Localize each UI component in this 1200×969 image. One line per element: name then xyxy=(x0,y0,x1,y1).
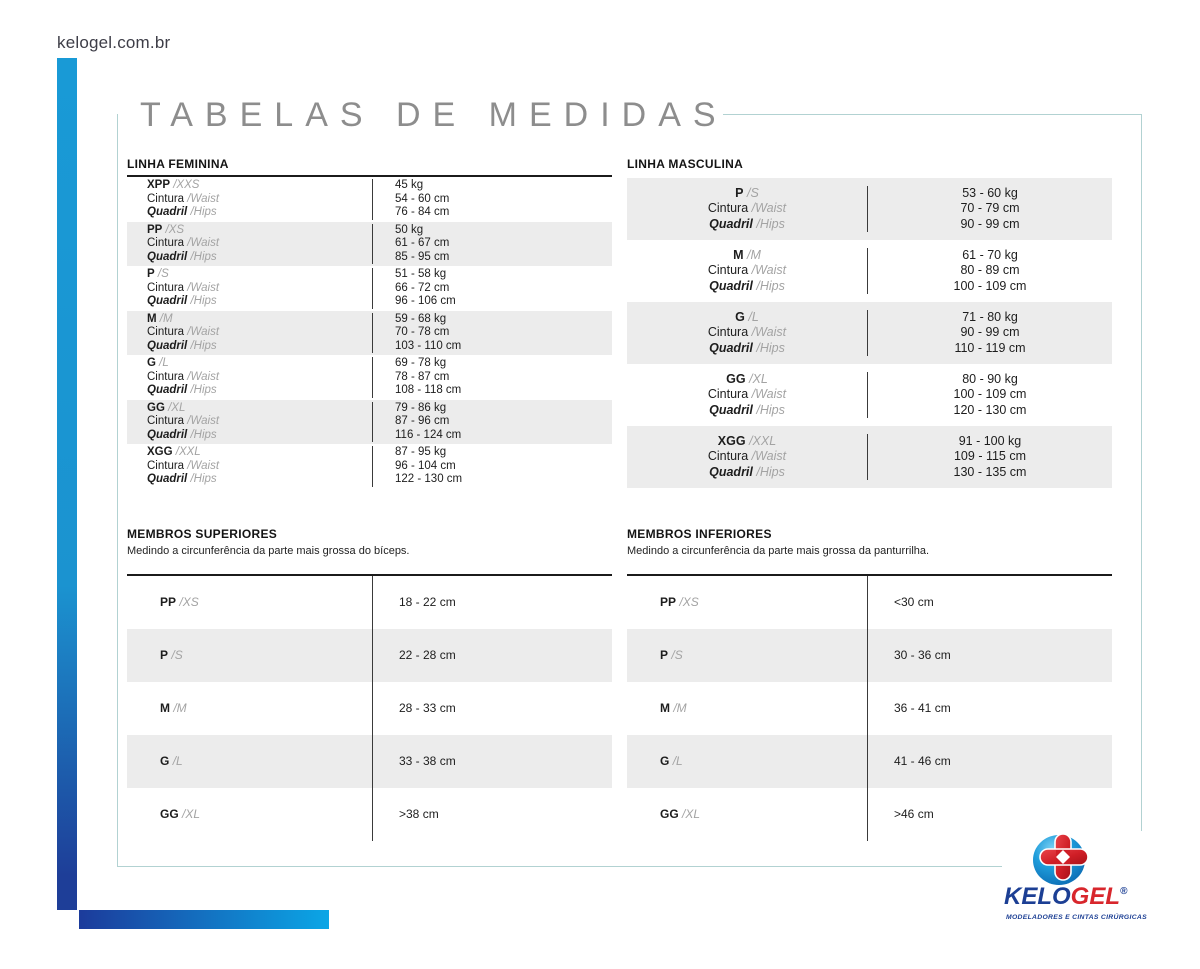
table-rows xyxy=(127,574,612,841)
waist-pt: Cintura xyxy=(147,192,185,205)
table-row xyxy=(627,576,1112,629)
values-cell xyxy=(867,248,1112,295)
table-title: LINHA MASCULINA xyxy=(627,157,744,171)
hips-en: /Hips xyxy=(190,428,217,441)
weight-value: 87 - 95 kg xyxy=(395,446,447,458)
size-en: /L xyxy=(172,753,183,768)
value-cell xyxy=(867,682,1112,735)
measure-value: <30 cm xyxy=(894,594,934,609)
waist-label xyxy=(147,326,372,340)
size-en: /XS xyxy=(179,594,199,609)
waist-en: /Waist xyxy=(751,263,787,278)
hips-value: 122 - 130 cm xyxy=(395,473,463,485)
medical-cross-icon xyxy=(1032,831,1096,889)
weight-value: 51 - 58 kg xyxy=(395,268,447,280)
brand-gel: GEL xyxy=(1070,883,1121,910)
waist-value: 100 - 109 cm xyxy=(953,387,1027,402)
hips-pt: Quadril xyxy=(709,278,753,293)
hips-pt: Quadril xyxy=(147,428,188,441)
brand-kelo: KELO xyxy=(1004,883,1071,910)
table-row xyxy=(627,682,1112,735)
values-cell xyxy=(372,179,612,220)
waist-value: 54 - 60 cm xyxy=(395,192,450,205)
waist-label xyxy=(147,282,372,296)
size-pt: XGG xyxy=(717,433,746,448)
frame-border-left xyxy=(117,114,118,866)
measure-value: 36 - 41 cm xyxy=(894,700,951,715)
size-label xyxy=(160,596,199,610)
weight-value: 45 kg xyxy=(395,179,424,191)
size-label xyxy=(147,179,372,193)
measure-value: >38 cm xyxy=(399,806,439,821)
hips-label xyxy=(147,295,372,309)
waist-en: /Waist xyxy=(187,415,220,427)
size-cell xyxy=(127,682,372,735)
size-pt: P xyxy=(147,268,155,280)
table-row xyxy=(127,222,612,267)
waist-pt: Cintura xyxy=(707,201,749,216)
waist-label xyxy=(627,263,867,279)
values-cell xyxy=(867,372,1112,419)
hips-label xyxy=(627,217,867,233)
size-label xyxy=(147,357,372,371)
waist-pt: Cintura xyxy=(147,237,185,249)
table-row xyxy=(127,444,612,489)
hips-value: 110 - 119 cm xyxy=(954,340,1026,355)
size-en: /S xyxy=(171,647,183,662)
table-row xyxy=(127,788,612,841)
hips-value: 116 - 124 cm xyxy=(395,428,462,441)
size-en: /M xyxy=(159,312,173,325)
value-cell xyxy=(867,735,1112,788)
hips-pt: Quadril xyxy=(147,206,188,218)
table-row xyxy=(127,400,612,445)
waist-en: /Waist xyxy=(187,459,220,472)
size-cell xyxy=(627,576,867,629)
hips-label xyxy=(147,251,372,265)
table-row xyxy=(627,240,1112,302)
hips-label xyxy=(627,465,867,481)
size-cell xyxy=(627,372,867,419)
table-row xyxy=(127,311,612,356)
hips-label xyxy=(147,473,372,487)
size-cell xyxy=(627,788,867,841)
hips-pt: Quadril xyxy=(709,402,753,417)
size-cell xyxy=(127,402,372,443)
frame-border-top xyxy=(723,114,1141,115)
waist-en: /Waist xyxy=(187,281,220,294)
waist-value: 90 - 99 cm xyxy=(960,325,1020,340)
hips-en: /Hips xyxy=(756,402,785,417)
weight-value: 53 - 60 kg xyxy=(962,185,1018,200)
hips-pt: Quadril xyxy=(147,339,188,352)
hips-value: 103 - 110 cm xyxy=(395,339,462,352)
waist-label xyxy=(147,460,372,474)
table-rows xyxy=(627,178,1112,488)
brand-name xyxy=(1004,883,1127,911)
values-cell xyxy=(372,313,612,354)
frame-border-bottom xyxy=(117,866,1142,867)
hips-label xyxy=(147,340,372,354)
waist-pt: Cintura xyxy=(147,281,185,294)
table-row xyxy=(127,735,612,788)
size-label xyxy=(160,808,200,822)
table-title: MEMBROS INFERIORES xyxy=(627,527,772,541)
size-en: /XS xyxy=(679,594,699,609)
size-en: /L xyxy=(748,309,759,324)
values-cell xyxy=(867,186,1112,233)
weight-value: 71 - 80 kg xyxy=(962,309,1018,324)
hips-pt: Quadril xyxy=(147,473,188,485)
weight-value: 80 - 90 kg xyxy=(962,371,1018,386)
values-cell xyxy=(372,402,612,443)
size-en: /S xyxy=(671,647,683,662)
table-row xyxy=(127,177,612,222)
value-cell xyxy=(372,788,612,841)
values-cell xyxy=(372,268,612,309)
size-cell xyxy=(127,735,372,788)
registered-mark: ® xyxy=(1120,886,1128,897)
values-cell xyxy=(372,357,612,398)
size-en: /XL xyxy=(682,806,701,821)
bottom-accent-bar xyxy=(79,910,329,929)
waist-value: 70 - 78 cm xyxy=(395,326,450,338)
hips-en: /Hips xyxy=(190,295,217,307)
hips-en: /Hips xyxy=(756,340,785,355)
size-cell xyxy=(127,268,372,309)
size-label xyxy=(147,224,372,238)
hips-value: 85 - 95 cm xyxy=(395,250,450,263)
size-pt: PP xyxy=(160,594,177,609)
measure-value: 18 - 22 cm xyxy=(399,594,456,609)
waist-label xyxy=(627,387,867,403)
value-cell xyxy=(372,682,612,735)
table-rows xyxy=(627,574,1112,841)
site-url: kelogel.com.br xyxy=(57,33,171,52)
waist-label xyxy=(627,201,867,217)
size-label xyxy=(660,702,687,716)
brand-tagline: MODELADORES E CINTAS CIRÚRGICAS xyxy=(1006,914,1147,921)
value-cell xyxy=(867,576,1112,629)
measure-value: >46 cm xyxy=(894,806,934,821)
size-pt: G xyxy=(660,753,670,768)
weight-value: 50 kg xyxy=(395,223,424,236)
weight-value: 59 - 68 kg xyxy=(395,312,447,325)
size-cell xyxy=(127,357,372,398)
size-en: /XXL xyxy=(175,446,201,458)
size-pt: PP xyxy=(660,594,677,609)
hips-en: /Hips xyxy=(190,339,217,352)
size-label xyxy=(147,268,372,282)
size-label xyxy=(147,402,372,416)
size-pt: XGG xyxy=(147,446,173,458)
hips-en: /Hips xyxy=(756,464,785,479)
size-en: /XXS xyxy=(173,179,200,191)
table-rows xyxy=(127,175,612,489)
size-en: /M xyxy=(173,700,187,715)
hips-pt: Quadril xyxy=(147,250,188,263)
waist-value: 87 - 96 cm xyxy=(395,415,450,427)
hips-en: /Hips xyxy=(190,384,217,396)
size-label xyxy=(147,313,372,327)
weight-value: 69 - 78 kg xyxy=(395,357,447,369)
size-label xyxy=(160,702,187,716)
size-label xyxy=(627,434,867,450)
size-cell xyxy=(627,629,867,682)
size-en: /M xyxy=(747,247,761,262)
table-subtitle: Medindo a circunferência da parte mais grossa do bíceps. xyxy=(127,545,410,557)
values-cell xyxy=(867,434,1112,481)
table-subtitle: Medindo a circunferência da parte mais grossa da panturrilha. xyxy=(627,545,930,557)
size-pt: G xyxy=(160,753,170,768)
size-pt: P xyxy=(160,647,169,662)
size-pt: G xyxy=(735,309,745,324)
waist-en: /Waist xyxy=(751,449,787,464)
size-pt: GG xyxy=(160,806,179,821)
waist-en: /Waist xyxy=(187,326,220,338)
table-row xyxy=(627,302,1112,364)
waist-label xyxy=(627,325,867,341)
size-label xyxy=(627,372,867,388)
size-label xyxy=(660,755,683,769)
measure-value: 41 - 46 cm xyxy=(894,753,951,768)
waist-en: /Waist xyxy=(751,325,787,340)
waist-pt: Cintura xyxy=(147,370,185,383)
size-cell xyxy=(127,179,372,220)
measure-value: 30 - 36 cm xyxy=(894,647,951,662)
size-en: /L xyxy=(159,357,169,369)
hips-value: 130 - 135 cm xyxy=(953,464,1027,479)
size-cell xyxy=(127,576,372,629)
waist-label xyxy=(147,415,372,429)
size-pt: PP xyxy=(147,223,163,236)
value-cell xyxy=(372,576,612,629)
waist-value: 70 - 79 cm xyxy=(960,201,1020,216)
waist-value: 78 - 87 cm xyxy=(395,370,450,383)
table-row xyxy=(627,735,1112,788)
waist-value: 66 - 72 cm xyxy=(395,281,450,294)
waist-pt: Cintura xyxy=(147,459,185,472)
measure-value: 28 - 33 cm xyxy=(399,700,456,715)
size-label xyxy=(660,649,683,663)
size-cell xyxy=(627,434,867,481)
table-membros-inferiores xyxy=(627,527,1112,841)
size-cell xyxy=(127,313,372,354)
frame-border-right xyxy=(1141,114,1142,866)
size-pt: M xyxy=(147,312,157,325)
waist-value: 80 - 89 cm xyxy=(960,263,1020,278)
values-cell xyxy=(372,446,612,487)
hips-label xyxy=(147,429,372,443)
hips-en: /Hips xyxy=(756,278,785,293)
hips-en: /Hips xyxy=(190,206,217,218)
table-row xyxy=(627,629,1112,682)
waist-value: 109 - 115 cm xyxy=(953,449,1027,464)
hips-pt: Quadril xyxy=(709,216,753,231)
hips-value: 90 - 99 cm xyxy=(960,216,1020,231)
size-en: /XL xyxy=(182,806,201,821)
table-title: MEMBROS SUPERIORES xyxy=(127,527,278,541)
value-cell xyxy=(867,629,1112,682)
hips-label xyxy=(627,279,867,295)
measure-value: 22 - 28 cm xyxy=(399,647,456,662)
waist-pt: Cintura xyxy=(707,449,749,464)
weight-value: 61 - 70 kg xyxy=(962,247,1018,262)
waist-pt: Cintura xyxy=(707,387,749,402)
table-title: LINHA FEMININA xyxy=(127,157,229,171)
waist-label xyxy=(627,449,867,465)
size-pt: M xyxy=(160,700,170,715)
size-cell xyxy=(127,224,372,265)
size-label xyxy=(160,755,183,769)
table-linha-masculina xyxy=(627,157,1112,488)
waist-pt: Cintura xyxy=(147,326,185,338)
size-en: /M xyxy=(673,700,687,715)
page-title: TABELAS DE MEDIDAS xyxy=(140,96,728,134)
size-pt: XPP xyxy=(147,179,171,191)
table-linha-feminina xyxy=(127,157,612,489)
size-label xyxy=(147,446,372,460)
waist-en: /Waist xyxy=(751,201,787,216)
table-row xyxy=(127,355,612,400)
left-accent-bar xyxy=(57,58,77,910)
waist-label xyxy=(147,237,372,251)
size-en: /L xyxy=(672,753,683,768)
hips-pt: Quadril xyxy=(147,384,188,396)
size-cell xyxy=(627,735,867,788)
size-en: /XS xyxy=(165,223,185,236)
size-cell xyxy=(127,629,372,682)
size-pt: GG xyxy=(726,371,746,386)
size-pt: M xyxy=(733,247,744,262)
size-cell xyxy=(627,310,867,357)
size-cell xyxy=(627,186,867,233)
waist-value: 61 - 67 cm xyxy=(395,237,450,249)
table-row xyxy=(627,364,1112,426)
table-membros-superiores xyxy=(127,527,612,841)
hips-value: 100 - 109 cm xyxy=(953,278,1027,293)
weight-value: 91 - 100 kg xyxy=(958,433,1022,448)
hips-label xyxy=(147,206,372,220)
hips-label xyxy=(147,384,372,398)
waist-en: /Waist xyxy=(751,387,787,402)
measure-value: 33 - 38 cm xyxy=(399,753,456,768)
hips-en: /Hips xyxy=(756,216,785,231)
value-cell xyxy=(372,735,612,788)
values-cell xyxy=(867,310,1112,357)
waist-en: /Waist xyxy=(187,370,220,383)
size-en: /XXL xyxy=(749,433,777,448)
size-label xyxy=(627,248,867,264)
waist-pt: Cintura xyxy=(707,263,749,278)
size-label xyxy=(160,649,183,663)
size-cell xyxy=(127,788,372,841)
size-cell xyxy=(627,682,867,735)
hips-value: 76 - 84 cm xyxy=(395,206,450,218)
waist-pt: Cintura xyxy=(707,325,749,340)
table-row xyxy=(127,682,612,735)
values-cell xyxy=(372,224,612,265)
size-pt: P xyxy=(660,647,669,662)
size-en: /XL xyxy=(749,371,768,386)
hips-en: /Hips xyxy=(190,473,217,485)
size-cell xyxy=(627,248,867,295)
hips-label xyxy=(627,341,867,357)
table-row xyxy=(627,426,1112,488)
waist-en: /Waist xyxy=(187,192,220,205)
size-label xyxy=(627,186,867,202)
weight-value: 79 - 86 kg xyxy=(395,401,447,414)
waist-pt: Cintura xyxy=(147,415,185,427)
table-row xyxy=(127,576,612,629)
waist-value: 96 - 104 cm xyxy=(395,459,456,472)
hips-value: 120 - 130 cm xyxy=(953,402,1027,417)
size-pt: GG xyxy=(660,806,679,821)
hips-en: /Hips xyxy=(190,250,217,263)
hips-value: 108 - 118 cm xyxy=(395,384,462,396)
hips-label xyxy=(627,403,867,419)
hips-pt: Quadril xyxy=(709,464,753,479)
size-pt: GG xyxy=(147,401,165,414)
waist-en: /Waist xyxy=(187,237,220,249)
size-cell xyxy=(127,446,372,487)
size-pt: G xyxy=(147,357,156,369)
size-en: /S xyxy=(747,185,759,200)
hips-pt: Quadril xyxy=(709,340,753,355)
kelogel-logo xyxy=(1002,831,1160,933)
value-cell xyxy=(372,629,612,682)
size-pt: M xyxy=(660,700,670,715)
hips-pt: Quadril xyxy=(147,295,188,307)
waist-label xyxy=(147,193,372,207)
table-row xyxy=(127,629,612,682)
size-label xyxy=(627,310,867,326)
size-pt: P xyxy=(735,185,744,200)
size-label xyxy=(660,808,700,822)
size-en: /XL xyxy=(168,401,186,414)
table-row xyxy=(627,178,1112,240)
waist-label xyxy=(147,371,372,385)
table-row xyxy=(127,266,612,311)
hips-value: 96 - 106 cm xyxy=(395,295,456,307)
size-en: /S xyxy=(157,268,169,280)
size-label xyxy=(660,596,699,610)
